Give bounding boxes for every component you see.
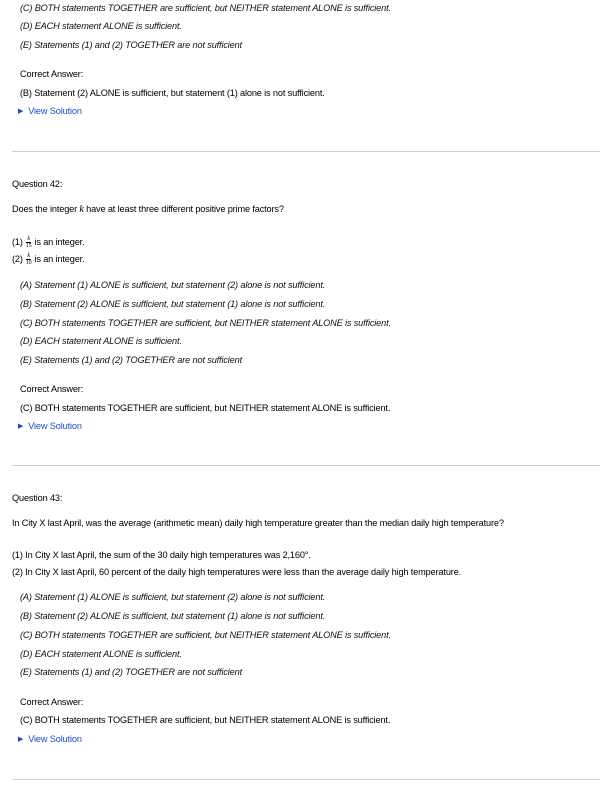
option-e: (E) Statements (1) and (2) TOGETHER are not sufficient: [20, 355, 243, 365]
question-heading: Question 42:: [12, 179, 63, 189]
correct-answer-text: (B) Statement (2) ALONE is sufficient, but statement (1) alone is not sufficient.: [20, 88, 325, 98]
option-b: (B) Statement (2) ALONE is sufficient, but statement (1) alone is not sufficient.: [20, 611, 326, 621]
triangle-right-icon: ▶: [18, 108, 24, 115]
view-solution-link[interactable]: [18, 733, 82, 746]
statement-1: (1) In City X last April, the sum of the 30 daily high temperatures was 2,160°.: [12, 550, 311, 560]
correct-answer-text: (C) BOTH statements TOGETHER are sufficient, but NEITHER statement ALONE is sufficient.: [20, 403, 391, 413]
option-e: (E) Statements (1) and (2) TOGETHER are not sufficient: [20, 667, 243, 677]
option-c: (C) BOTH statements TOGETHER are sufficient, but NEITHER statement ALONE is sufficient.: [20, 318, 391, 328]
fraction-k-over-15: [26, 236, 32, 249]
view-solution-link[interactable]: [18, 420, 82, 433]
fraction-numerator: k: [27, 253, 30, 260]
divider: [12, 465, 600, 466]
option-e: (E) Statements (1) and (2) TOGETHER are not sufficient: [20, 40, 243, 50]
option-a: (A) Statement (1) ALONE is sufficient, but statement (2) alone is not sufficient.: [20, 280, 326, 290]
correct-answer-text: (C) BOTH statements TOGETHER are sufficient, but NEITHER statement ALONE is sufficient.: [20, 715, 391, 725]
fraction-k-over-10: [26, 253, 32, 266]
statement-1-prefix: (1): [12, 237, 23, 247]
option-d: (D) EACH statement ALONE is sufficient.: [20, 649, 182, 659]
divider: [12, 779, 600, 780]
view-solution-label: View Solution: [28, 106, 82, 116]
view-solution-label: View Solution: [28, 421, 82, 431]
question-text: [12, 203, 284, 216]
view-solution-label: View Solution: [28, 734, 82, 744]
triangle-right-icon: ▶: [18, 736, 24, 743]
option-b: (B) Statement (2) ALONE is sufficient, but statement (1) alone is not sufficient.: [20, 299, 326, 309]
option-d: (D) EACH statement ALONE is sufficient.: [20, 21, 182, 31]
statement-2-suffix: is an integer.: [34, 254, 85, 264]
view-solution-link[interactable]: [18, 105, 82, 118]
question-text-start: Does the integer: [12, 204, 80, 214]
fraction-denominator: 10: [25, 260, 32, 267]
question-text-end: have at least three different positive prime factors?: [83, 204, 284, 214]
statement-2-prefix: (2): [12, 254, 23, 264]
statement-2: (2) In City X last April, 60 percent of the daily high temperatures were less than the average daily high temperature.: [12, 567, 462, 577]
statement-2: [12, 251, 84, 267]
option-a: (A) Statement (1) ALONE is sufficient, but statement (2) alone is not sufficient.: [20, 592, 326, 602]
option-c: (C) BOTH statements TOGETHER are sufficient, but NEITHER statement ALONE is sufficient.: [20, 3, 391, 13]
statement-1: [12, 234, 84, 250]
correct-answer-label: Correct Answer:: [20, 384, 84, 394]
correct-answer-label: Correct Answer:: [20, 69, 84, 79]
question-heading: Question 43:: [12, 493, 63, 503]
variable-k: k: [79, 204, 84, 215]
option-c: (C) BOTH statements TOGETHER are sufficient, but NEITHER statement ALONE is sufficient.: [20, 630, 391, 640]
triangle-right-icon: ▶: [18, 423, 24, 430]
fraction-numerator: k: [27, 236, 30, 243]
statement-1-suffix: is an integer.: [34, 237, 85, 247]
correct-answer-label: Correct Answer:: [20, 697, 84, 707]
question-text: In City X last April, was the average (arithmetic mean) daily high temperature greater than the median daily high temperature?: [12, 518, 504, 528]
fraction-denominator: 15: [25, 243, 32, 250]
option-d: (D) EACH statement ALONE is sufficient.: [20, 336, 182, 346]
divider: [12, 151, 600, 152]
